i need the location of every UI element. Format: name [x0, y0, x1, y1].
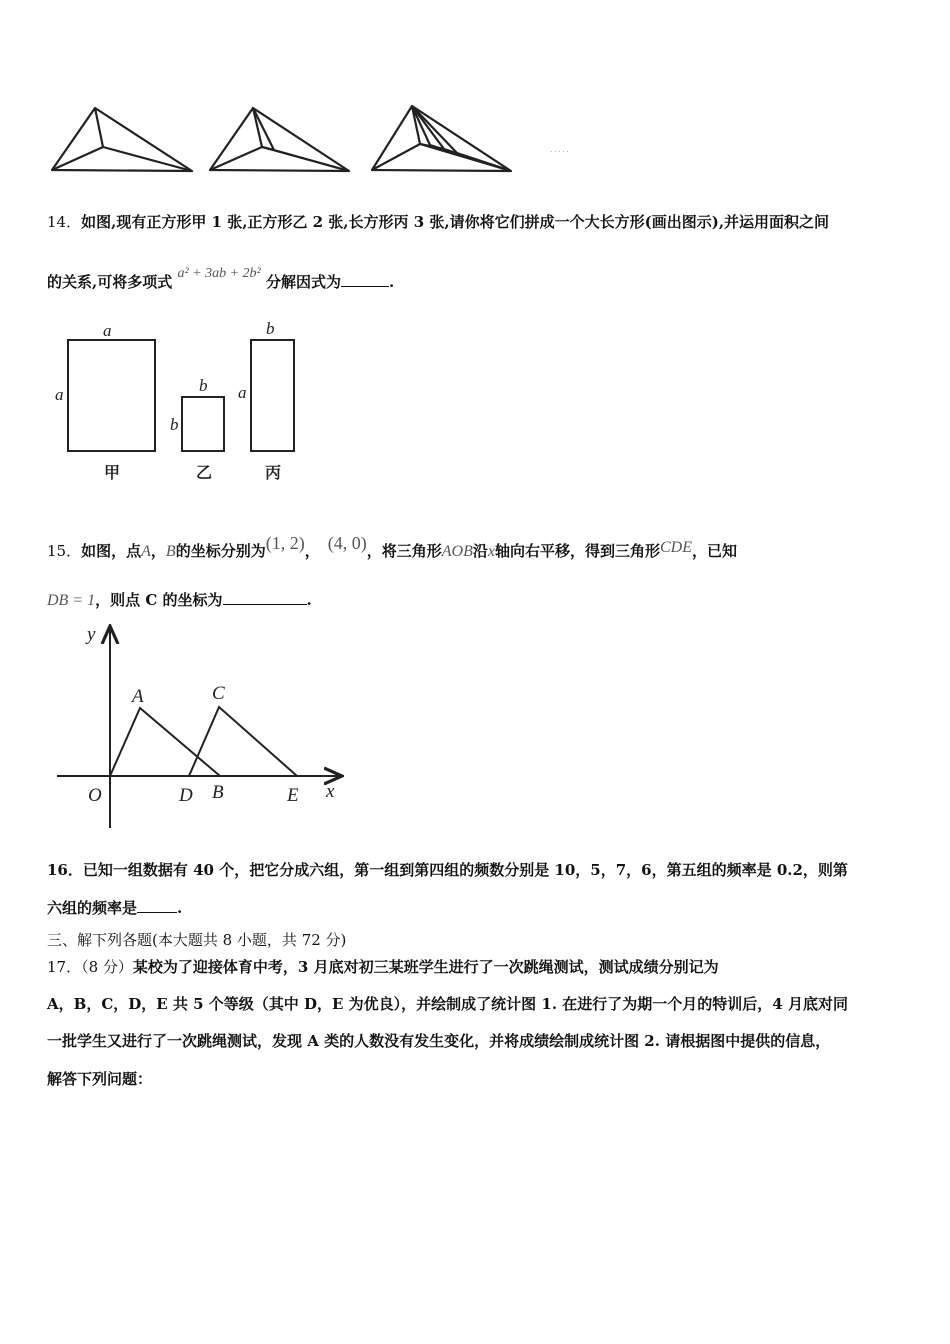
q15-comma-2: ，: [304, 542, 320, 560]
q15-end: .: [306, 591, 312, 609]
q14-end: .: [389, 273, 395, 291]
q15-triangle-aob: AOB: [441, 543, 473, 560]
q15-text-5: 轴向右平移，得到三角形: [494, 542, 660, 560]
bing-top-label: b: [266, 319, 275, 338]
q15-text-6: ，已知: [691, 542, 737, 560]
yi-top-label: b: [199, 376, 208, 395]
q16-text-1: 16．已知一组数据有 40 个，把它分成六组，第一组到第四组的频数分别是 10，5，7，6，第五组的频率是 0.2，则第: [47, 861, 848, 879]
label-b: B: [212, 782, 224, 803]
q15-triangle-cde: CDE: [659, 539, 692, 556]
q17-line-1: [47, 957, 719, 977]
section-3-title: 三、解下列各题(本大题共 8 小题，共 72 分): [47, 931, 347, 949]
q17-line-4: 解答下列问题：: [47, 1070, 153, 1088]
yi-name: 乙: [196, 465, 213, 482]
q15-text-7: ，则点 C 的坐标为: [95, 591, 223, 609]
q16-text-2: 六组的频率是: [47, 899, 138, 917]
q14-number: 14．: [47, 213, 82, 231]
q17-line-3: 一批学生又进行了一次跳绳测试，发现 A 类的人数没有发生变化，并将成绩绘制成统计图 2. 请根据图中提供的信息，: [47, 1032, 831, 1050]
q13-ellipsis: · · · · ·: [550, 148, 569, 156]
q14-text-1: 如图,现有正方形甲 1 张,正方形乙 2 张,长方形丙 3 张,请你将它们拼成一个大长方形(画出图示),并运用面积之间: [81, 213, 830, 231]
bing-left-label: a: [238, 383, 247, 402]
q15-text-2: 的坐标分别为: [175, 542, 266, 560]
q15-text-1: 如图，点: [81, 542, 142, 560]
q15-point-b: B: [165, 543, 176, 560]
q16-end: .: [177, 899, 183, 917]
q16-answer-blank[interactable]: [137, 898, 177, 913]
q17-line-2: A，B，C，D，E 共 5 个等级（其中 D，E 为优良），并绘制成了统计图 1. 在进行了为期一个月的特训后，4 月底对同: [47, 995, 848, 1013]
q14-polynomial: a² + 3ab + 2b²: [177, 266, 261, 281]
bing-name: 丙: [265, 465, 282, 482]
q16-line-1: [47, 860, 848, 880]
q17-number: 17．: [47, 958, 82, 976]
q15-text-4: 沿: [472, 542, 488, 560]
q17-score: （8 分）: [81, 958, 133, 976]
label-e: E: [287, 785, 299, 806]
jia-left-label: a: [55, 385, 64, 404]
yi-left-label: b: [170, 415, 179, 434]
label-a: A: [132, 686, 144, 707]
q16-line-2: [47, 898, 182, 918]
q14-text-3: 分解因式为: [266, 273, 342, 291]
q15-comma-1: ，: [150, 542, 166, 560]
label-c: C: [212, 683, 225, 704]
q17-text-1: 某校为了迎接体育中考，3 月底对初三某班学生进行了一次跳绳测试，测试成绩分别记为: [132, 958, 719, 976]
label-y: y: [87, 624, 96, 645]
triangle-cde: [189, 707, 297, 776]
q15-point-a: A: [141, 543, 151, 560]
q15-coord-b: (4, 0): [327, 533, 367, 553]
q15-axis-x: x: [487, 543, 495, 560]
q15-number: 15．: [47, 542, 82, 560]
jia-top-label: a: [103, 321, 112, 340]
q15-text-3: ，将三角形: [366, 542, 442, 560]
jia-name: 甲: [104, 465, 121, 482]
label-d: D: [179, 785, 193, 806]
q14-text-2: 的关系,可将多项式: [47, 273, 173, 291]
label-o: O: [88, 785, 102, 806]
q15-coord-a: (1, 2): [265, 533, 305, 553]
q15-db-expr: DB = 1: [47, 592, 96, 609]
label-x: x: [326, 781, 335, 802]
